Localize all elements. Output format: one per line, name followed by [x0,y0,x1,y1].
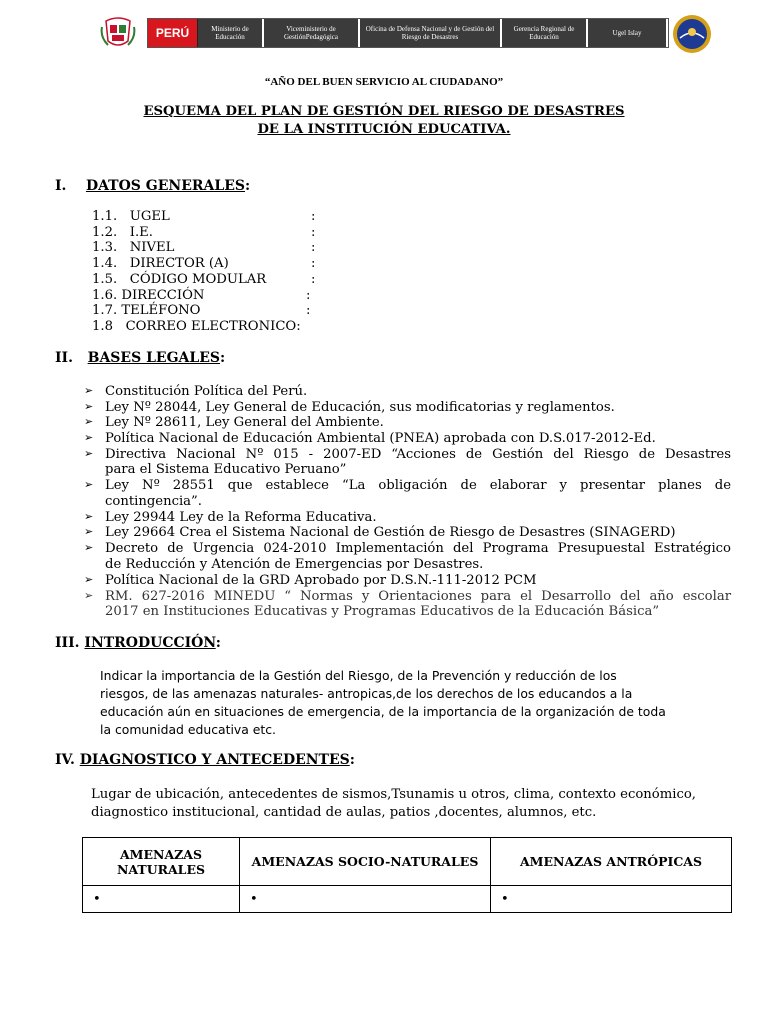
datos-item: 1.5. CÓDIGO MODULAR [92,272,267,287]
section-title: BASES LEGALES [87,350,221,366]
section-number: I. [55,178,67,194]
table-cell-bullet[interactable]: • [83,886,240,913]
section-title: DATOS GENERALES [85,178,245,194]
legal-base-item-continued: 2017 en Instituciones Educativas y Programas Educativos de la Educación Básica” [105,604,660,619]
table-cell-bullet[interactable]: • [491,886,732,913]
header-amenazas-naturales: AMENAZAS NATURALES [83,838,240,886]
intro-line: educación aún en situaciones de emergencia, de la importancia de la organización de toda [100,704,666,719]
section-number: III. [55,635,80,651]
datos-item: 1.2. I.E. [92,225,153,240]
section-1-heading: I. DATOS GENERALES: [55,178,251,194]
ugel-emblem-logo [672,14,712,54]
colon-separator: : [306,303,311,318]
peru-label: PERÚ [148,19,198,47]
legal-base-item: ➢ Política Nacional de la GRD Aprobado por D.S.N.-111-2012 PCM [105,573,537,588]
legal-base-item: ➢ Constitución Política del Perú. [105,384,307,399]
header-amenazas-socio-naturales: AMENAZAS SOCIO-NATURALES [240,838,491,886]
legal-base-item-continued: para el Sistema Educativo Peruano” [105,462,347,477]
legal-base-item: ➢ Ley Nº 28611, Ley General del Ambiente. [105,415,384,430]
header-cell-oficina: Oficina de Defensa Nacional y de Gestión del Riesgo de Desastres [360,19,502,47]
header-cell-ministerio: Ministerio de Educación [198,19,264,47]
colon-separator: : [306,288,311,303]
legal-base-item-continued: de Reducción y Atención de Emergencias por Desastres. [105,557,484,572]
datos-item: 1.8 CORREO ELECTRONICO: [92,319,301,334]
colon-separator: : [311,272,316,287]
table-row [83,886,732,913]
legal-base-item: ➢ Ley 29944 Ley de la Reforma Educativa. [105,510,377,525]
section-4-heading: IV. DIAGNOSTICO Y ANTECEDENTES: [55,752,355,768]
diagnostic-line: Lugar de ubicación, antecedentes de sismos,Tsunamis u otros, clima, contexto económico, [91,787,696,802]
header-cell-ugel: Ugel Islay [588,19,666,47]
table-header-row [83,838,732,886]
colon-separator: : [311,225,316,240]
intro-line: la comunidad educativa etc. [100,722,276,737]
legal-base-item: ➢ Ley Nº 28551 que establece “La obligación de elaborar y presentar planes de [105,478,731,493]
section-3-heading: III. INTRODUCCIÓN: [55,635,221,651]
header-cell-gerencia: Gerencia Regional de Educación [502,19,588,47]
legal-base-item-continued: contingencia”. [105,494,202,509]
year-motto: “AÑO DEL BUEN SERVICIO AL CIUDADANO” [264,76,504,88]
legal-base-item: ➢ RM. 627-2016 MINEDU “ Normas y Orientaciones para el Desarrollo del año escolar [105,589,731,604]
legal-base-item: ➢ Ley Nº 28044, Ley General de Educación, sus modificatorias y reglamentos. [105,400,615,415]
datos-item: 1.7. TELÉFONO [92,303,201,318]
header-amenazas-antropicas: AMENAZAS ANTRÓPICAS [491,838,732,886]
colon-separator: : [311,240,316,255]
table-cell-bullet[interactable]: • [240,886,491,913]
section-number: II. [55,350,73,366]
legal-base-item: ➢ Política Nacional de Educación Ambiental (PNEA) aprobada con D.S.017-2012-Ed. [105,431,656,446]
intro-line: Indicar la importancia de la Gestión del Riesgo, de la Prevención y reducción de los [100,668,617,683]
datos-item: 1.3. NIVEL [92,240,175,255]
diagnostic-line: diagnostico institucional, cantidad de aulas, patios ,docentes, alumnos, etc. [91,805,597,820]
intro-line: riesgos, de las amenazas naturales- antropicas,de los derechos de los educandos a la [100,686,633,701]
header-cell-viceministerio: Viceministerio de GestiónPedagógica [264,19,360,47]
legal-base-item: ➢ Decreto de Urgencia 024-2010 Implementación del Programa Presupuestal Estratégico [105,541,731,556]
section-title: DIAGNOSTICO Y ANTECEDENTES [79,752,350,768]
legal-base-item: ➢ Directiva Nacional Nº 015 - 2007-ED “Acciones de Gestión del Riesgo de Desastres [105,447,731,462]
institution-header-bar [147,18,669,48]
document-title-line1: ESQUEMA DEL PLAN DE GESTIÓN DEL RIESGO DE DESASTRES [143,104,625,119]
section-title: INTRODUCCIÓN [84,635,216,651]
datos-item: 1.6. DIRECCIÓN [92,288,205,303]
document-title-line2: DE LA INSTITUCIÓN EDUCATIVA. [257,122,511,137]
datos-item: 1.1. UGEL [92,209,170,224]
legal-base-item: ➢ Ley 29664 Crea el Sistema Nacional de Gestión de Riesgo de Desastres (SINAGERD) [105,525,675,540]
colon-separator: : [311,256,316,271]
colon-separator: : [311,209,316,224]
section-2-heading: II. BASES LEGALES: [55,350,226,366]
hazards-table [82,837,732,913]
peru-coat-of-arms-logo [100,15,136,51]
datos-item: 1.4. DIRECTOR (A) [92,256,229,271]
section-number: IV. [55,752,75,768]
